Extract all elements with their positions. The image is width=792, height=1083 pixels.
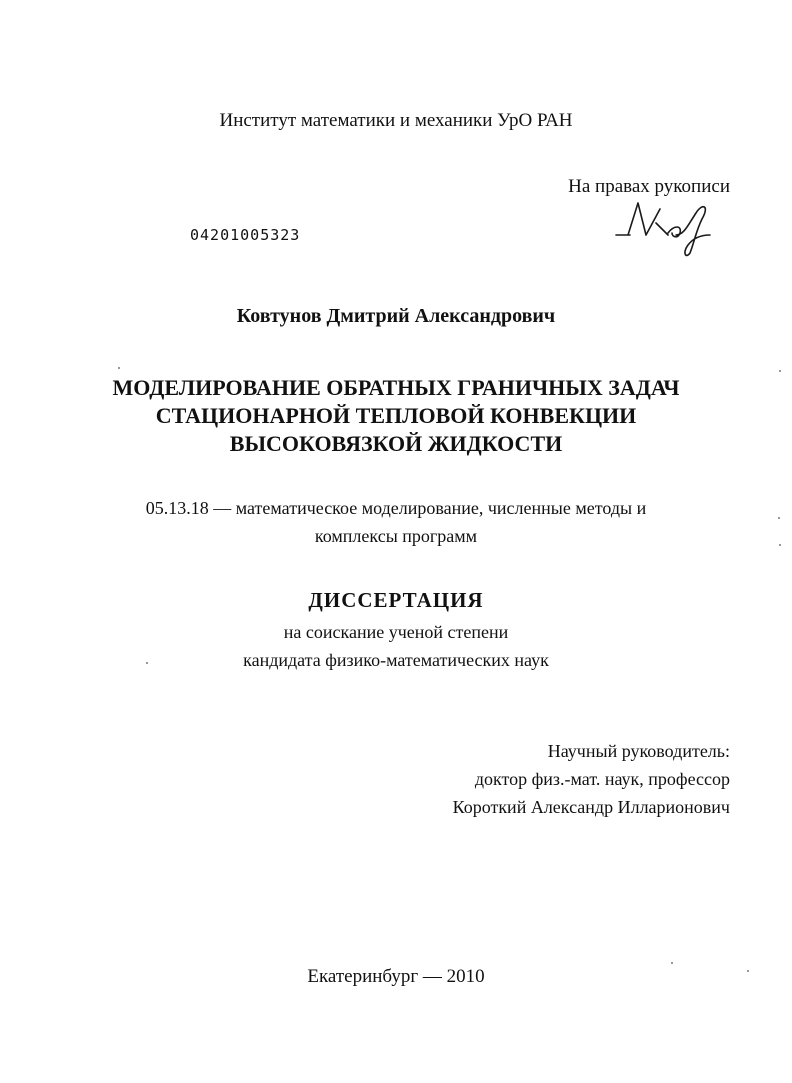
supervisor-block <box>453 737 730 821</box>
scan-speck <box>747 970 749 972</box>
dissertation-title <box>0 374 792 458</box>
degree-info <box>0 618 792 674</box>
specialty-line: комплексы программ <box>314 526 478 546</box>
author-name: Ковтунов Дмитрий Александрович <box>236 305 556 327</box>
title-line: СТАЦИОНАРНОЙ ТЕПЛОВОЙ КОНВЕКЦИИ <box>155 403 637 428</box>
handwritten-signature <box>610 195 720 260</box>
scan-speck <box>146 662 148 664</box>
specialty <box>0 494 792 550</box>
supervisor-line: Научный руководитель: <box>547 741 730 761</box>
title-line: МОДЕЛИРОВАНИЕ ОБРАТНЫХ ГРАНИЧНЫХ ЗАДАЧ <box>112 375 680 400</box>
rights-note: На правах рукописи <box>568 176 730 197</box>
scan-speck <box>118 367 120 369</box>
scan-speck <box>779 370 781 372</box>
document-code: 04201005323 <box>190 226 301 244</box>
supervisor-line: Короткий Александр Илларионович <box>452 797 730 817</box>
specialty-line: 05.13.18 — математическое моделирование, численные методы и <box>145 498 647 518</box>
title-line: ВЫСОКОВЯЗКОЙ ЖИДКОСТИ <box>229 431 563 456</box>
dissertation-label: ДИССЕРТАЦИЯ <box>308 588 484 612</box>
supervisor-line: доктор физ.-мат. наук, профессор <box>474 769 730 789</box>
degree-line: кандидата физико-математических наук <box>243 650 549 670</box>
scan-speck <box>671 962 673 964</box>
scan-speck <box>778 517 780 519</box>
city-year: Екатеринбург — 2010 <box>307 966 485 987</box>
scan-speck <box>779 544 781 546</box>
institute-name: Институт математики и механики УрО РАН <box>219 110 573 131</box>
degree-line: на соискание ученой степени <box>283 622 509 642</box>
